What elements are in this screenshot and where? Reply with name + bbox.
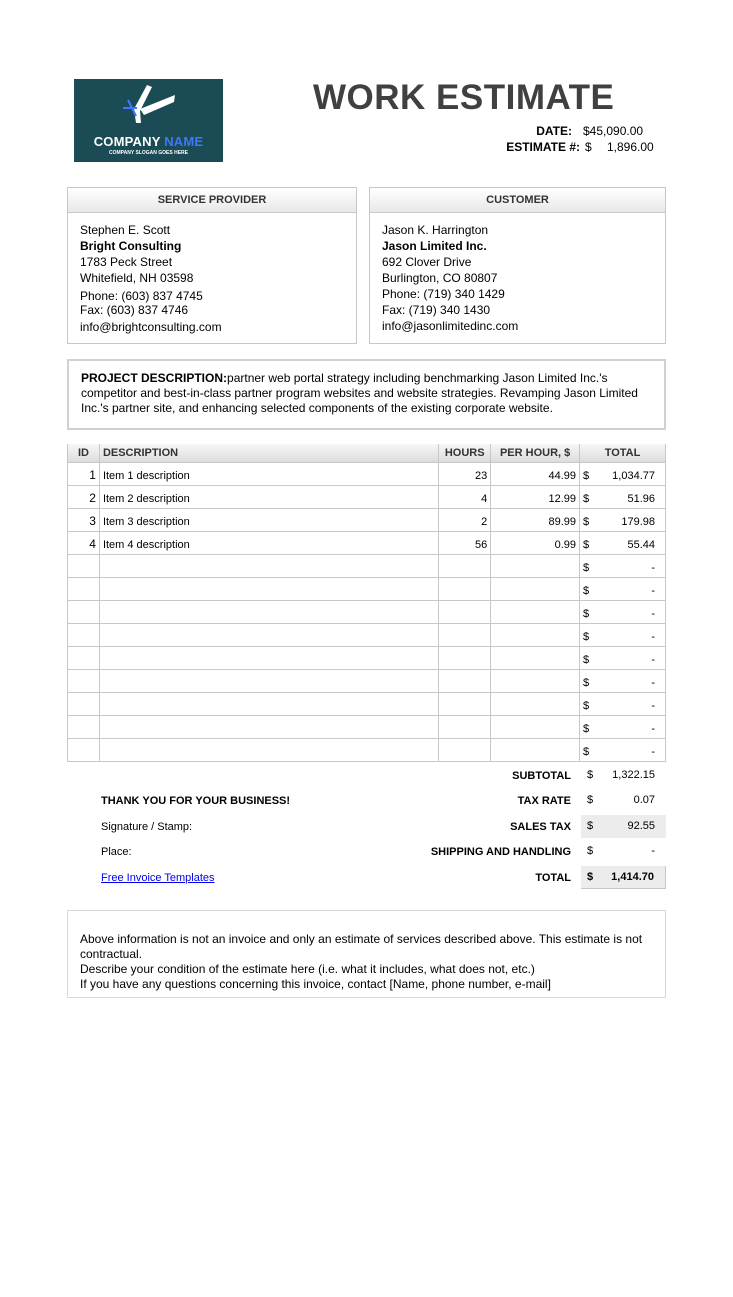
row-description <box>99 554 438 577</box>
subtotal-currency: $ <box>587 769 594 781</box>
customer-street: 692 Clover Drive <box>382 255 472 269</box>
provider-street: 1783 Peck Street <box>80 255 173 269</box>
free-invoice-templates-link[interactable]: Free Invoice Templates <box>101 872 215 884</box>
row-total <box>580 554 666 577</box>
customer-header: CUSTOMER <box>370 188 665 213</box>
row-total <box>580 692 666 715</box>
subtotal-value: 1,322.15 <box>612 769 655 781</box>
row-currency: $ <box>583 538 590 551</box>
sales-tax-value: 92.55 <box>627 820 655 832</box>
signature-label: Signature / Stamp: <box>101 821 193 833</box>
provider-name: Stephen E. Scott <box>80 223 171 237</box>
page-title: WORK ESTIMATE <box>313 78 615 117</box>
service-provider-header: SERVICE PROVIDER <box>68 188 356 213</box>
col-header-hours: HOURS <box>439 444 491 462</box>
customer-name: Jason K. Harrington <box>382 223 489 237</box>
row-description: Item 2 description <box>99 485 438 508</box>
table-row <box>68 646 666 669</box>
footer-line3: Describe your condition of the estimate here (i.e. what it includes, what does not, etc.) <box>80 962 535 976</box>
row-id <box>68 623 100 646</box>
provider-email: info@brightconsulting.com <box>80 320 222 334</box>
subtotal-label: SUBTOTAL <box>512 770 571 782</box>
sales-tax-cell <box>581 815 666 838</box>
project-description-label: PROJECT DESCRIPTION: <box>81 371 228 385</box>
service-provider-details <box>68 213 356 344</box>
customer-company: Jason Limited Inc. <box>382 239 487 253</box>
col-header-total: TOTAL <box>580 444 666 462</box>
row-id <box>68 738 100 761</box>
provider-fax: Fax: (603) 837 4746 <box>80 303 189 317</box>
row-total-value: - <box>651 722 655 735</box>
col-header-rate: PER HOUR, $ <box>491 444 580 462</box>
table-row <box>68 623 666 646</box>
row-id <box>68 692 100 715</box>
row-rate: 0.99 <box>491 531 580 554</box>
tax-rate-currency: $ <box>587 794 594 806</box>
row-rate: 44.99 <box>491 462 580 485</box>
logo-slogan: COMPANY SLOGAN GOES HERE <box>109 150 188 156</box>
row-currency: $ <box>583 607 590 620</box>
row-total <box>580 669 666 692</box>
date-label: DATE: <box>536 124 572 138</box>
row-currency: $ <box>583 630 590 643</box>
project-description <box>67 359 666 430</box>
row-total-value: 51.96 <box>627 492 655 505</box>
row-hours <box>439 600 491 623</box>
sales-tax-currency: $ <box>587 820 594 832</box>
estimate-number-value: 1,896.00 <box>607 140 654 154</box>
table-row <box>68 554 666 577</box>
row-hours: 4 <box>439 485 491 508</box>
row-total-value: - <box>651 584 655 597</box>
footer-line2: contractual. <box>80 947 143 961</box>
row-id <box>68 646 100 669</box>
row-description <box>99 738 438 761</box>
items-table <box>67 444 666 762</box>
total-currency: $ <box>587 871 594 883</box>
row-total-value: 1,034.77 <box>612 469 655 482</box>
row-total <box>580 508 666 531</box>
table-row <box>68 738 666 761</box>
row-currency: $ <box>583 745 590 758</box>
provider-city: Whitefield, NH 03598 <box>80 271 194 285</box>
row-rate <box>491 600 580 623</box>
total-cell <box>581 866 666 889</box>
footer-line1: Above information is not an invoice and only an estimate of services described above. This estimate is not <box>80 932 643 946</box>
row-rate <box>491 554 580 577</box>
row-total-value: - <box>651 630 655 643</box>
row-hours: 56 <box>439 531 491 554</box>
row-total-value: - <box>651 561 655 574</box>
total-value: 1,414.70 <box>611 871 654 883</box>
row-id: 2 <box>68 485 100 508</box>
row-hours <box>439 738 491 761</box>
shipping-label: SHIPPING AND HANDLING <box>430 846 571 858</box>
row-total-value: - <box>651 676 655 689</box>
row-total <box>580 577 666 600</box>
row-hours: 2 <box>439 508 491 531</box>
row-rate <box>491 577 580 600</box>
shipping-currency: $ <box>587 845 594 857</box>
service-provider-box <box>67 187 357 344</box>
row-id <box>68 669 100 692</box>
col-header-id: ID <box>68 444 100 462</box>
estimate-number-label: ESTIMATE #: <box>506 140 580 154</box>
subtotal-cell <box>581 764 666 787</box>
table-row <box>68 577 666 600</box>
tax-rate-value: 0.07 <box>633 794 655 806</box>
row-total <box>580 462 666 485</box>
shipping-cell <box>581 840 666 863</box>
col-header-description: DESCRIPTION <box>99 444 438 462</box>
table-row <box>68 669 666 692</box>
row-total <box>580 738 666 761</box>
row-description <box>99 692 438 715</box>
row-total-value: 179.98 <box>621 515 655 528</box>
row-currency: $ <box>583 699 590 712</box>
row-id <box>68 600 100 623</box>
logo-mark-icon <box>74 79 223 139</box>
customer-email: info@jasonlimitedinc.com <box>382 319 519 333</box>
row-total-value: - <box>651 607 655 620</box>
customer-box <box>369 187 666 344</box>
footer-notes <box>67 910 666 998</box>
customer-city: Burlington, CO 80807 <box>382 271 498 285</box>
place-label: Place: <box>101 846 132 858</box>
provider-phone: Phone: (603) 837 4745 <box>80 289 203 303</box>
row-rate: 89.99 <box>491 508 580 531</box>
row-rate: 12.99 <box>491 485 580 508</box>
row-total-value: - <box>651 745 655 758</box>
row-rate <box>491 669 580 692</box>
row-total-value: 55.44 <box>627 538 655 551</box>
row-id: 3 <box>68 508 100 531</box>
row-total <box>580 715 666 738</box>
row-total-value: - <box>651 699 655 712</box>
row-hours: 23 <box>439 462 491 485</box>
date-value: $45,090.00 <box>583 124 644 138</box>
row-rate <box>491 623 580 646</box>
row-currency: $ <box>583 492 590 505</box>
row-description: Item 4 description <box>99 531 438 554</box>
table-row <box>68 462 666 485</box>
thank-you-note: THANK YOU FOR YOUR BUSINESS! <box>101 795 291 807</box>
row-description <box>99 669 438 692</box>
table-row <box>68 600 666 623</box>
table-row <box>68 485 666 508</box>
row-total <box>580 646 666 669</box>
row-hours <box>439 692 491 715</box>
company-logo <box>74 79 223 162</box>
row-hours <box>439 577 491 600</box>
row-total <box>580 485 666 508</box>
sales-tax-label: SALES TAX <box>510 821 571 833</box>
row-currency: $ <box>583 676 590 689</box>
table-row <box>68 692 666 715</box>
total-label: TOTAL <box>535 872 571 884</box>
row-id <box>68 577 100 600</box>
row-currency: $ <box>583 469 590 482</box>
row-hours <box>439 669 491 692</box>
row-hours <box>439 715 491 738</box>
customer-details <box>370 213 665 343</box>
project-description-line3: Inc.'s partner site, and enhancing selected components of the existing corporate website. <box>81 401 553 415</box>
project-description-line1: partner web portal strategy including benchmarking Jason Limited Inc.'s <box>227 371 608 385</box>
logo-company-name: COMPANY NAME <box>93 134 204 149</box>
row-rate <box>491 692 580 715</box>
footer-line4: If you have any questions concerning this invoice, contact [Name, phone number, e-mail] <box>80 977 551 991</box>
row-description <box>99 715 438 738</box>
provider-company: Bright Consulting <box>80 239 182 253</box>
row-currency: $ <box>583 722 590 735</box>
shipping-value: - <box>651 845 655 857</box>
table-row <box>68 531 666 554</box>
row-id <box>68 554 100 577</box>
row-description <box>99 600 438 623</box>
row-id <box>68 715 100 738</box>
row-currency: $ <box>583 653 590 666</box>
customer-fax: Fax: (719) 340 1430 <box>382 303 491 317</box>
estimate-currency: $ <box>585 140 592 154</box>
row-hours <box>439 646 491 669</box>
row-total <box>580 600 666 623</box>
row-total-value: - <box>651 653 655 666</box>
row-description <box>99 577 438 600</box>
table-row <box>68 715 666 738</box>
row-total <box>580 531 666 554</box>
row-id: 1 <box>68 462 100 485</box>
row-description: Item 1 description <box>99 462 438 485</box>
row-currency: $ <box>583 515 590 528</box>
row-hours <box>439 554 491 577</box>
tax-rate-cell <box>581 789 666 812</box>
row-description: Item 3 description <box>99 508 438 531</box>
project-description-line2: competitor and best-in-class partner program websites and website strategies. Revamping Jason Limited <box>81 386 638 400</box>
row-currency: $ <box>583 584 590 597</box>
table-header-row <box>68 444 666 462</box>
row-id: 4 <box>68 531 100 554</box>
row-rate <box>491 738 580 761</box>
tax-rate-label: TAX RATE <box>517 795 571 807</box>
row-description <box>99 646 438 669</box>
row-rate <box>491 715 580 738</box>
row-hours <box>439 623 491 646</box>
table-row <box>68 508 666 531</box>
customer-phone: Phone: (719) 340 1429 <box>382 287 505 301</box>
row-description <box>99 623 438 646</box>
row-rate <box>491 646 580 669</box>
row-currency: $ <box>583 561 590 574</box>
row-total <box>580 623 666 646</box>
